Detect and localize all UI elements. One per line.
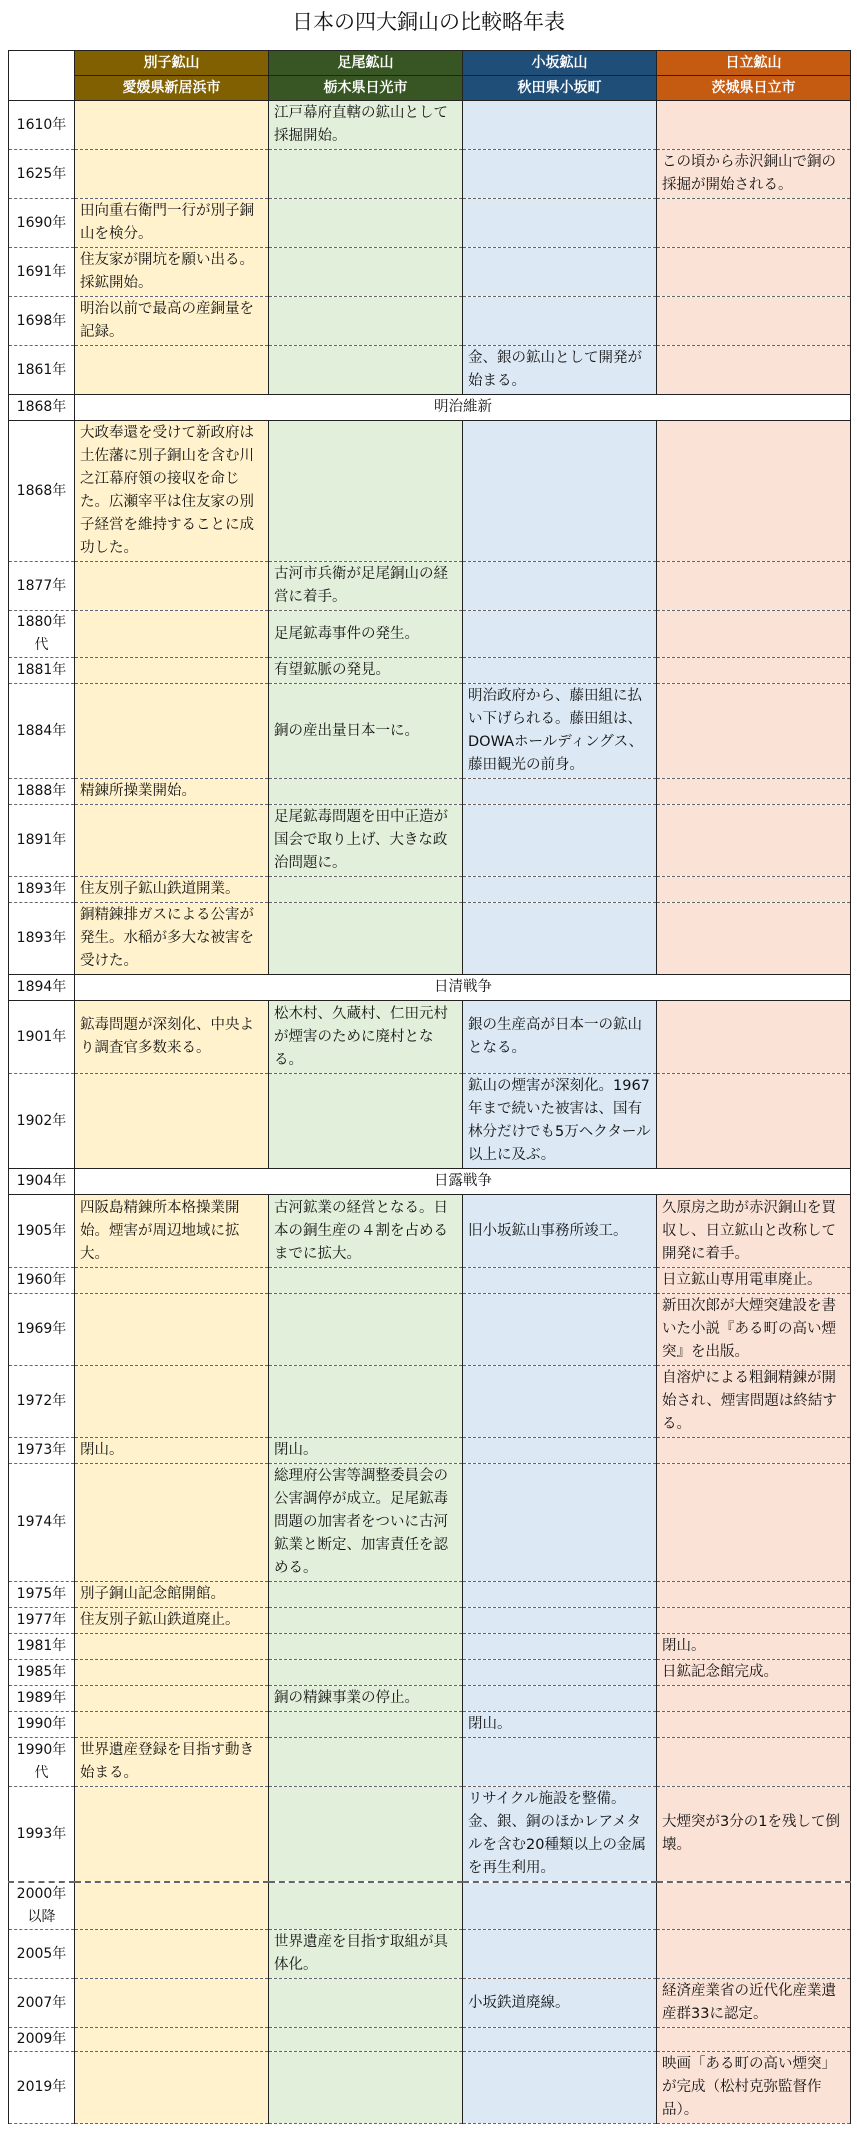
ashio-cell: [269, 421, 463, 562]
kosaka-cell: [463, 562, 657, 611]
kosaka-cell: [463, 903, 657, 975]
year-cell: 1960年: [9, 1268, 75, 1294]
ashio-cell: [269, 297, 463, 346]
hitachi-cell: [657, 421, 851, 562]
hitachi-cell: 久原房之助が赤沢銅山を買収し、日立鉱山と改称して開発に着手。: [657, 1195, 851, 1268]
hitachi-cell: 日立鉱山専用電車廃止。: [657, 1268, 851, 1294]
timeline-body: [9, 101, 851, 2124]
ashio-cell: [269, 1366, 463, 1438]
hitachi-cell: [657, 684, 851, 779]
besshi-cell: [75, 805, 269, 877]
kosaka-cell: [463, 611, 657, 658]
besshi-cell: [75, 1787, 269, 1883]
hitachi-cell: 経済産業省の近代化産業遺産群33に認定。: [657, 1979, 851, 2028]
kosaka-cell: [463, 101, 657, 150]
year-cell: 2007年: [9, 1979, 75, 2028]
kosaka-cell: [463, 1464, 657, 1582]
ashio-cell: [269, 2028, 463, 2052]
hitachi-cell: 閉山。: [657, 1634, 851, 1660]
hitachi-cell: [657, 248, 851, 297]
ashio-cell: [269, 199, 463, 248]
besshi-cell: 住友家が開坑を願い出る。採鉱開始。: [75, 248, 269, 297]
ashio-cell: [269, 779, 463, 805]
hitachi-cell: [657, 297, 851, 346]
hitachi-cell: [657, 877, 851, 903]
year-cell: 1893年: [9, 903, 75, 975]
kosaka-cell: [463, 779, 657, 805]
timeline-row: [9, 1930, 851, 1979]
year-cell: 1610年: [9, 101, 75, 150]
besshi-cell: [75, 2052, 269, 2124]
ashio-cell: [269, 1882, 463, 1930]
timeline-row: [9, 1294, 851, 1366]
hitachi-cell: 自溶炉による粗銅精錬が開始され、煙害問題は終結する。: [657, 1366, 851, 1438]
hitachi-cell: [657, 1712, 851, 1738]
hitachi-cell: [657, 199, 851, 248]
timeline-row: [9, 421, 851, 562]
ashio-cell: 有望鉱脈の発見。: [269, 658, 463, 684]
timeline-row: [9, 1979, 851, 2028]
ashio-cell: [269, 1660, 463, 1686]
kosaka-cell: [463, 2052, 657, 2124]
ashio-cell: [269, 877, 463, 903]
timeline-row: [9, 611, 851, 658]
ashio-cell: [269, 1608, 463, 1634]
year-cell: 1901年: [9, 1001, 75, 1074]
timeline-row: [9, 684, 851, 779]
timeline-row: [9, 248, 851, 297]
besshi-cell: [75, 1979, 269, 2028]
besshi-cell: [75, 684, 269, 779]
timeline-row: [9, 877, 851, 903]
year-cell: 1904年: [9, 1169, 75, 1195]
timeline-row: [9, 346, 851, 395]
hitachi-cell: 新田次郎が大煙突建設を書いた小説『ある町の高い煙突』を出版。: [657, 1294, 851, 1366]
ashio-cell: [269, 2052, 463, 2124]
kosaka-cell: 旧小坂鉱山事務所竣工。: [463, 1195, 657, 1268]
besshi-cell: [75, 346, 269, 395]
besshi-cell: [75, 1464, 269, 1582]
kosaka-cell: [463, 1882, 657, 1930]
kosaka-cell: リサイクル施設を整備。金、銀、銅のほかレアメタルを含む20種類以上の金属を再生利用。: [463, 1787, 657, 1883]
year-cell: 1884年: [9, 684, 75, 779]
year-cell: 1990年代: [9, 1738, 75, 1787]
era-event-row: [9, 975, 851, 1001]
hitachi-cell: この頃から赤沢銅山で銅の採掘が開始される。: [657, 150, 851, 199]
hitachi-cell: [657, 658, 851, 684]
ashio-cell: [269, 1074, 463, 1169]
ashio-cell: [269, 1712, 463, 1738]
timeline-row: [9, 1366, 851, 1438]
besshi-cell: 住友別子鉱山鉄道開業。: [75, 877, 269, 903]
ashio-cell: 古河市兵衛が足尾銅山の経営に着手。: [269, 562, 463, 611]
timeline-row: [9, 1712, 851, 1738]
ashio-cell: 総理府公害等調整委員会の公害調停が成立。足尾鉱毒問題の加害者をついに古河鉱業と断定、加害責任を認める。: [269, 1464, 463, 1582]
timeline-row: [9, 101, 851, 150]
era-event-row: [9, 1169, 851, 1195]
ashio-cell: 足尾鉱毒事件の発生。: [269, 611, 463, 658]
hitachi-cell: 日鉱記念館完成。: [657, 1660, 851, 1686]
kosaka-cell: [463, 658, 657, 684]
hitachi-cell: [657, 805, 851, 877]
timeline-row: [9, 1608, 851, 1634]
ashio-cell: 銅の産出量日本一に。: [269, 684, 463, 779]
hitachi-cell: [657, 1464, 851, 1582]
header-location-row: [9, 76, 851, 101]
timeline-row: [9, 1882, 851, 1930]
hitachi-cell: [657, 1438, 851, 1464]
kosaka-cell: [463, 1660, 657, 1686]
ashio-cell: [269, 150, 463, 199]
kosaka-cell: [463, 248, 657, 297]
kosaka-cell: [463, 1366, 657, 1438]
kosaka-cell: [463, 297, 657, 346]
kosaka-cell: 鉱山の煙害が深刻化。1967年まで続いた被害は、国有林分だけでも5万ヘクタール以上に及ぶ。: [463, 1074, 657, 1169]
hitachi-cell: 大煙突が3分の1を残して倒壊。: [657, 1787, 851, 1883]
kosaka-cell: 金、銀の鉱山として開発が始まる。: [463, 346, 657, 395]
ashio-cell: 足尾鉱毒問題を田中正造が国会で取り上げ、大きな政治問題に。: [269, 805, 463, 877]
besshi-cell: 明治以前で最高の産銅量を記録。: [75, 297, 269, 346]
timeline-row: [9, 1464, 851, 1582]
besshi-cell: [75, 1074, 269, 1169]
year-cell: 1690年: [9, 199, 75, 248]
besshi-cell: 田向重右衛門一行が別子銅山を検分。: [75, 199, 269, 248]
timeline-row: [9, 2052, 851, 2124]
besshi-cell: [75, 1712, 269, 1738]
hitachi-cell: [657, 1582, 851, 1608]
year-cell: 1985年: [9, 1660, 75, 1686]
timeline-row: [9, 1738, 851, 1787]
besshi-cell: [75, 1660, 269, 1686]
kosaka-cell: [463, 805, 657, 877]
besshi-cell: [75, 562, 269, 611]
hitachi-cell: [657, 562, 851, 611]
column-location-ashio: 栃木県日光市: [269, 76, 463, 101]
besshi-cell: 精錬所操業開始。: [75, 779, 269, 805]
timeline-row: [9, 1268, 851, 1294]
ashio-cell: 古河鉱業の経営となる。日本の銅生産の４割を占めるまでに拡大。: [269, 1195, 463, 1268]
kosaka-cell: [463, 1268, 657, 1294]
ashio-cell: [269, 346, 463, 395]
kosaka-cell: [463, 1634, 657, 1660]
corner-cell: [9, 51, 75, 101]
year-cell: 1990年: [9, 1712, 75, 1738]
page-title: 日本の四大銅山の比較略年表: [292, 10, 565, 34]
besshi-cell: [75, 1686, 269, 1712]
kosaka-cell: [463, 1930, 657, 1979]
hitachi-cell: [657, 1882, 851, 1930]
timeline-row: [9, 1582, 851, 1608]
year-cell: 1972年: [9, 1366, 75, 1438]
kosaka-cell: [463, 199, 657, 248]
historical-event-cell: 日清戦争: [75, 975, 851, 1001]
kosaka-cell: [463, 1294, 657, 1366]
year-cell: 1981年: [9, 1634, 75, 1660]
timeline-row: [9, 1787, 851, 1883]
year-cell: 1868年: [9, 421, 75, 562]
column-header-besshi: 別子鉱山: [75, 51, 269, 76]
year-cell: 1894年: [9, 975, 75, 1001]
hitachi-cell: [657, 1738, 851, 1787]
besshi-cell: [75, 1634, 269, 1660]
besshi-cell: [75, 1882, 269, 1930]
column-location-besshi: 愛媛県新居浜市: [75, 76, 269, 101]
besshi-cell: [75, 658, 269, 684]
besshi-cell: [75, 1930, 269, 1979]
year-cell: 1861年: [9, 346, 75, 395]
year-cell: 2009年: [9, 2028, 75, 2052]
timeline-row: [9, 805, 851, 877]
kosaka-cell: [463, 1686, 657, 1712]
timeline-row: [9, 1438, 851, 1464]
year-cell: 1974年: [9, 1464, 75, 1582]
year-cell: 1891年: [9, 805, 75, 877]
besshi-cell: 銅精錬排ガスによる公害が発生。水稲が多大な被害を受けた。: [75, 903, 269, 975]
timeline-row: [9, 2028, 851, 2052]
ashio-cell: 江戸幕府直轄の鉱山として採掘開始。: [269, 101, 463, 150]
besshi-cell: 住友別子鉱山鉄道廃止。: [75, 1608, 269, 1634]
besshi-cell: [75, 1294, 269, 1366]
kosaka-cell: [463, 421, 657, 562]
historical-event-cell: 明治維新: [75, 395, 851, 421]
era-event-row: [9, 395, 851, 421]
year-cell: 1989年: [9, 1686, 75, 1712]
kosaka-cell: [463, 1738, 657, 1787]
kosaka-cell: [463, 2028, 657, 2052]
year-cell: 2005年: [9, 1930, 75, 1979]
year-cell: 1881年: [9, 658, 75, 684]
ashio-cell: [269, 903, 463, 975]
column-location-hitachi: 茨城県日立市: [657, 76, 851, 101]
hitachi-cell: [657, 1686, 851, 1712]
ashio-cell: 松木村、久蔵村、仁田元村が煙害のために廃村となる。: [269, 1001, 463, 1074]
timeline-row: [9, 1195, 851, 1268]
kosaka-cell: 明治政府から、藤田組に払い下げられる。藤田組は、DOWAホールディングス、藤田観光の前身。: [463, 684, 657, 779]
ashio-cell: [269, 1979, 463, 2028]
ashio-cell: [269, 1634, 463, 1660]
ashio-cell: 銅の精錬事業の停止。: [269, 1686, 463, 1712]
besshi-cell: [75, 611, 269, 658]
ashio-cell: 閉山。: [269, 1438, 463, 1464]
besshi-cell: 閉山。: [75, 1438, 269, 1464]
timeline-row: [9, 1660, 851, 1686]
ashio-cell: [269, 1582, 463, 1608]
hitachi-cell: [657, 1930, 851, 1979]
year-cell: 1993年: [9, 1787, 75, 1883]
hitachi-cell: [657, 779, 851, 805]
year-cell: 1877年: [9, 562, 75, 611]
hitachi-cell: [657, 2028, 851, 2052]
year-cell: 1973年: [9, 1438, 75, 1464]
kosaka-cell: 閉山。: [463, 1712, 657, 1738]
column-header-kosaka: 小坂鉱山: [463, 51, 657, 76]
timeline-row: [9, 779, 851, 805]
hitachi-cell: [657, 346, 851, 395]
year-cell: 2019年: [9, 2052, 75, 2124]
besshi-cell: 鉱毒問題が深刻化、中央より調査官多数来る。: [75, 1001, 269, 1074]
timeline-row: [9, 199, 851, 248]
timeline-row: [9, 658, 851, 684]
ashio-cell: [269, 1738, 463, 1787]
ashio-cell: 世界遺産を目指す取組が具体化。: [269, 1930, 463, 1979]
timeline-row: [9, 1001, 851, 1074]
besshi-cell: 別子銅山記念館開館。: [75, 1582, 269, 1608]
besshi-cell: [75, 150, 269, 199]
hitachi-cell: [657, 1001, 851, 1074]
timeline-row: [9, 1634, 851, 1660]
timeline-row: [9, 297, 851, 346]
year-cell: 1905年: [9, 1195, 75, 1268]
year-cell: 1698年: [9, 297, 75, 346]
besshi-cell: 世界遺産登録を目指す動き始まる。: [75, 1738, 269, 1787]
hitachi-cell: 映画「ある町の高い煙突」が完成（松村克弥監督作品）。: [657, 2052, 851, 2124]
kosaka-cell: 小坂鉄道廃線。: [463, 1979, 657, 2028]
hitachi-cell: [657, 1608, 851, 1634]
hitachi-cell: [657, 101, 851, 150]
ashio-cell: [269, 248, 463, 297]
column-header-ashio: 足尾鉱山: [269, 51, 463, 76]
timeline-row: [9, 150, 851, 199]
year-cell: 1880年代: [9, 611, 75, 658]
year-cell: 1888年: [9, 779, 75, 805]
timeline-row: [9, 1074, 851, 1169]
ashio-cell: [269, 1268, 463, 1294]
historical-event-cell: 日露戦争: [75, 1169, 851, 1195]
timeline-row: [9, 1686, 851, 1712]
ashio-cell: [269, 1787, 463, 1883]
hitachi-cell: [657, 1074, 851, 1169]
timeline-row: [9, 562, 851, 611]
besshi-cell: 大政奉還を受けて新政府は土佐藩に別子銅山を含む川之江幕府領の接収を命じた。広瀬宰平は住友家の別子経営を維持することに成功した。: [75, 421, 269, 562]
year-cell: 1969年: [9, 1294, 75, 1366]
year-cell: 1893年: [9, 877, 75, 903]
hitachi-cell: [657, 611, 851, 658]
year-cell: 1625年: [9, 150, 75, 199]
besshi-cell: [75, 1366, 269, 1438]
kosaka-cell: [463, 877, 657, 903]
year-cell: 1977年: [9, 1608, 75, 1634]
column-location-kosaka: 秋田県小坂町: [463, 76, 657, 101]
ashio-cell: [269, 1294, 463, 1366]
besshi-cell: 四阪島精錬所本格操業開始。煙害が周辺地域に拡大。: [75, 1195, 269, 1268]
year-cell: 1975年: [9, 1582, 75, 1608]
kosaka-cell: [463, 1608, 657, 1634]
kosaka-cell: [463, 150, 657, 199]
besshi-cell: [75, 101, 269, 150]
year-cell: 1691年: [9, 248, 75, 297]
besshi-cell: [75, 2028, 269, 2052]
kosaka-cell: [463, 1582, 657, 1608]
header-name-row: [9, 51, 851, 76]
year-cell: 2000年以降: [9, 1882, 75, 1930]
kosaka-cell: 銀の生産高が日本一の鉱山となる。: [463, 1001, 657, 1074]
year-cell: 1868年: [9, 395, 75, 421]
column-header-hitachi: 日立鉱山: [657, 51, 851, 76]
timeline-row: [9, 903, 851, 975]
year-cell: 1902年: [9, 1074, 75, 1169]
kosaka-cell: [463, 1438, 657, 1464]
hitachi-cell: [657, 903, 851, 975]
timeline-table: [8, 50, 851, 2124]
besshi-cell: [75, 1268, 269, 1294]
